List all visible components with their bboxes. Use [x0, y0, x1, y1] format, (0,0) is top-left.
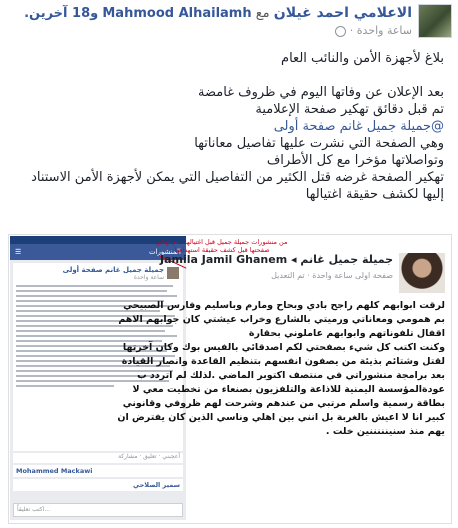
screenshot-line: بطاقة رسمية واسلم مرتبي من عندهم وشرحت لهم ظروفي وقانوني [122, 398, 445, 409]
globe-icon [335, 26, 346, 37]
phone-bar-title: المنشورات [148, 248, 181, 256]
screenshot-line: لرقت ابوابهم كلهم راجح بادي وبحاح ومارم وباسليم وفارس الصبيحي [123, 300, 445, 311]
screenshot-line: يهم منذ سنينننننين خلت . [325, 426, 445, 437]
meta-separator: · [349, 24, 354, 37]
post-body [12, 50, 444, 203]
post-author-line [24, 5, 412, 21]
phone-post-actions: أعجبني · تعليق · مشاركة [13, 453, 183, 463]
tagged-person[interactable]: Mahmood Alhailamh [102, 6, 252, 21]
phone-post-name: جميلة جميل غانم صفحة أولى [62, 266, 164, 274]
screenshot-page-name: صفحة اولى [354, 271, 393, 280]
tagged-others[interactable]: و18 آخرين. [24, 6, 99, 21]
post-line: تم قبل دقائق تهكير صفحة الإعلامية [255, 102, 444, 117]
screenshot-line: اقفال تلفوناتهم وابوابهم عاملوني بحقارة [248, 328, 445, 339]
post-line: تهكير الصفحة غرضه قتل الكثير من التفاصيل التي يمكن لأجهزة الأمن الاستناد [31, 170, 444, 185]
screenshot-line: عودةالمؤسسة اليمنية للاذاعة والتلفزيون بصنعاء من تخطيت معي لا [132, 384, 445, 395]
post-time[interactable]: ساعة واحدة [356, 24, 412, 37]
screenshot-line: كبير انا لا اعيش بالغربة بل انني بين اهلي وناسي الذين كان يفترض ان [117, 412, 445, 423]
phone-post-time: ساعة واحدة [133, 274, 164, 281]
author-avatar[interactable] [418, 4, 452, 38]
screenshot-line: بم همومي ومعاناتي ورميتي بالشارع وخراب عيشتي كان جوابهم الاهم [118, 314, 445, 325]
post-line: بعد الإعلان عن وفاتها اليوم في ظروف غامضة [198, 85, 444, 100]
screenshot-line: بعد برامجة منشوراتي في منتصف اكتوبر الماضي .لذلك لم اتردد ب [137, 370, 445, 381]
phone-comment [13, 479, 183, 491]
with-word: مع [255, 6, 270, 21]
screenshot-time: ساعة واحدة · تم التعديل [271, 271, 353, 280]
phone-comment [13, 465, 183, 477]
screenshot-avatar [399, 253, 445, 293]
phone-post-avatar [167, 267, 179, 279]
post-header [6, 4, 452, 38]
phone-comment-input: اكتب تعليقاً... [13, 503, 183, 517]
post-line: وهي الصفحة التي نشرت عليها تفاصيل معاناتها [194, 136, 444, 151]
post-mention[interactable]: @جميلة جميل غانم صفحة أولى [273, 119, 444, 134]
phone-back-icon: ☰ [15, 248, 22, 256]
screenshot-meta [271, 271, 393, 280]
post-meta [332, 24, 412, 37]
post-line: إليها لكشف حقيقة اغتيالها [305, 187, 444, 202]
author-name[interactable]: الاعلامي احمد غيلان [273, 5, 412, 21]
screenshot-post-text [117, 299, 445, 439]
screenshot-author-ar: جميلة جميل غانم [300, 253, 393, 266]
phone-comment-name: سمير الصلاحي [133, 481, 180, 489]
post-line: وتواصلاتها مؤخرا مع كل الأطراف [266, 153, 444, 168]
phone-comment-name: Mohammed Mackawi [16, 467, 93, 475]
screenshot-line: لقتل وشتائم بذيئة من يصفون انفسهم بتنظيم القاعدة وانصار القيادة [121, 356, 445, 367]
screenshot-author-en: Jamila Jamil Ghanem [160, 253, 288, 266]
screenshot-line: وكنت اكتب كل شيء بصفحتي لكم اصدقائي بالفيس بوك وكان آخرتها [122, 342, 445, 353]
screenshot-arrow-icon: ◂ [291, 253, 297, 266]
screenshot-author [160, 253, 393, 266]
warning-caption: من منشورات جميلة جميل قبل اغتيالها.. تم تهكير صفحتها قبل كشف حقيقة استهدافها [156, 238, 288, 254]
post-line-blank [12, 67, 444, 84]
post-line: بلاغ لأجهزة الأمن والنائب العام [281, 51, 444, 66]
attached-image[interactable] [8, 234, 452, 524]
